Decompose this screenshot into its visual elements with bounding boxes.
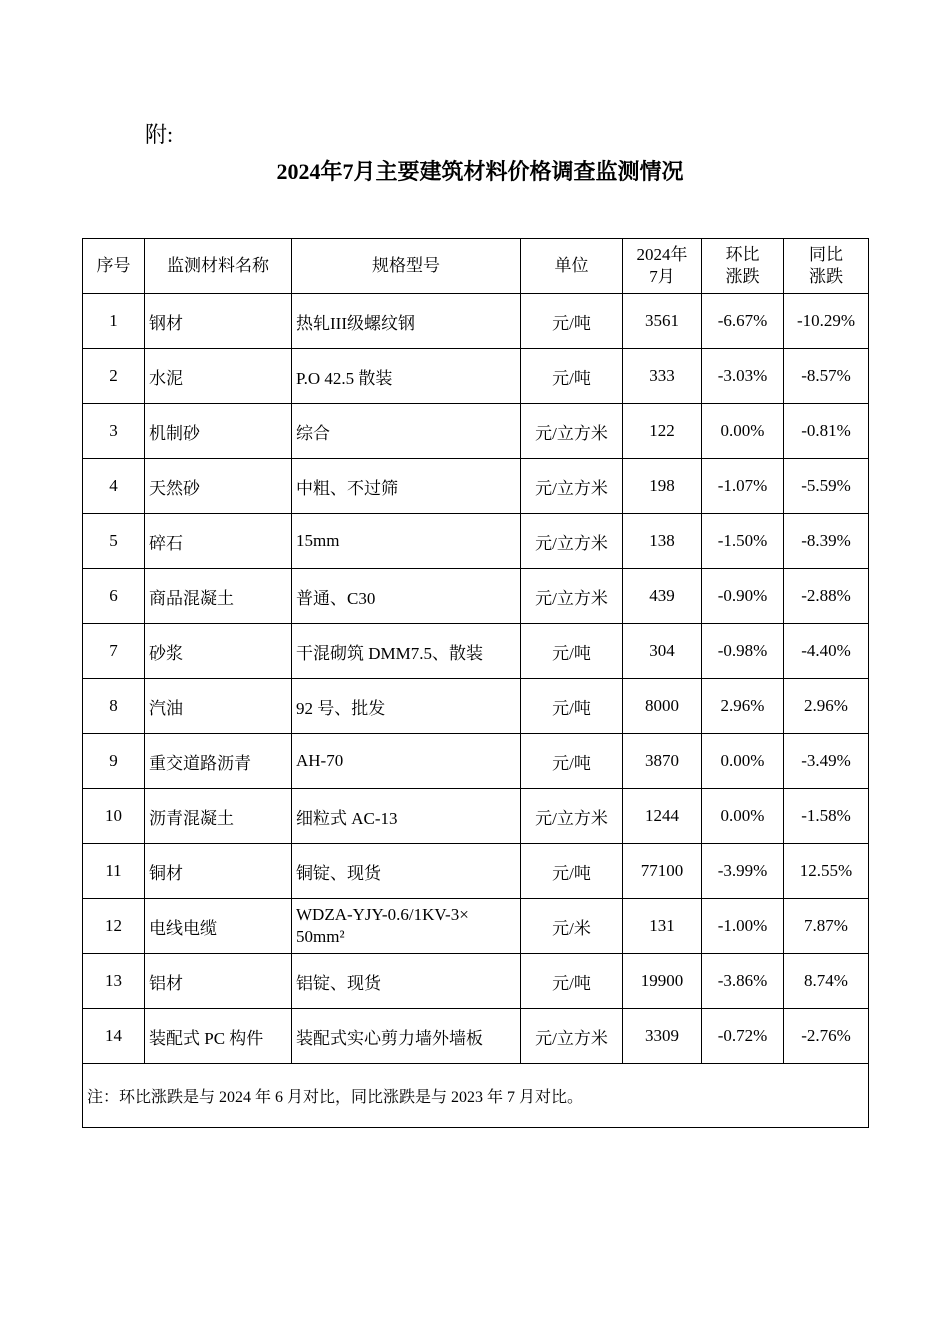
cell-spec: 装配式实心剪力墙外墙板 [292, 1009, 521, 1064]
cell-price: 8000 [623, 679, 702, 734]
cell-name: 沥青混凝土 [145, 789, 292, 844]
header-yoy [784, 239, 869, 294]
header-mom-line2: 涨跌 [725, 267, 760, 286]
table-row [83, 954, 869, 1009]
cell-spec: 热轧III级螺纹钢 [292, 294, 521, 349]
table-row [83, 349, 869, 404]
cell-name: 碎石 [145, 514, 292, 569]
cell-name: 汽油 [145, 679, 292, 734]
cell-spec: 中粗、不过筛 [292, 459, 521, 514]
cell-name: 天然砂 [145, 459, 292, 514]
cell-unit: 元/吨 [521, 679, 623, 734]
cell-yoy: -8.39% [784, 514, 869, 569]
cell-mom: -0.72% [702, 1009, 784, 1064]
cell-spec-line2: 50mm² [296, 927, 345, 946]
cell-spec-line1: WDZA-YJY-0.6/1KV-3× [296, 905, 469, 924]
cell-yoy: -2.76% [784, 1009, 869, 1064]
header-price-line2: 7月 [649, 267, 675, 286]
cell-spec: 铜锭、现货 [292, 844, 521, 899]
cell-index: 9 [83, 734, 145, 789]
cell-name: 铝材 [145, 954, 292, 1009]
cell-mom: -3.86% [702, 954, 784, 1009]
header-name: 监测材料名称 [145, 239, 292, 294]
table-row [83, 459, 869, 514]
cell-yoy: -4.40% [784, 624, 869, 679]
cell-unit: 元/立方米 [521, 1009, 623, 1064]
cell-price: 1244 [623, 789, 702, 844]
cell-name: 电线电缆 [145, 899, 292, 954]
cell-unit: 元/吨 [521, 624, 623, 679]
cell-price: 3870 [623, 734, 702, 789]
header-yoy-line1: 同比 [809, 245, 843, 264]
cell-price: 19900 [623, 954, 702, 1009]
cell-yoy: -5.59% [784, 459, 869, 514]
table-note-row [83, 1064, 869, 1128]
table-note: 注：环比涨跌是与 2024 年 6 月对比，同比涨跌是与 2023 年 7 月对比。 [83, 1064, 869, 1128]
cell-yoy: -2.88% [784, 569, 869, 624]
cell-unit: 元/吨 [521, 954, 623, 1009]
cell-name: 机制砂 [145, 404, 292, 459]
cell-yoy: 7.87% [784, 899, 869, 954]
cell-unit: 元/吨 [521, 294, 623, 349]
cell-unit: 元/吨 [521, 844, 623, 899]
cell-mom: -3.99% [702, 844, 784, 899]
cell-index: 5 [83, 514, 145, 569]
table-header-row [83, 239, 869, 294]
table-row [83, 679, 869, 734]
cell-unit: 元/立方米 [521, 459, 623, 514]
cell-unit: 元/立方米 [521, 514, 623, 569]
cell-mom: -1.00% [702, 899, 784, 954]
cell-spec: 普通、C30 [292, 569, 521, 624]
cell-mom: -6.67% [702, 294, 784, 349]
cell-name: 装配式 PC 构件 [145, 1009, 292, 1064]
header-index: 序号 [83, 239, 145, 294]
header-price [623, 239, 702, 294]
cell-index: 11 [83, 844, 145, 899]
cell-unit: 元/立方米 [521, 789, 623, 844]
cell-spec: 15mm [292, 514, 521, 569]
cell-unit: 元/吨 [521, 734, 623, 789]
cell-index: 1 [83, 294, 145, 349]
cell-name: 水泥 [145, 349, 292, 404]
cell-name: 钢材 [145, 294, 292, 349]
cell-mom: -1.07% [702, 459, 784, 514]
cell-yoy: 12.55% [784, 844, 869, 899]
cell-price: 3309 [623, 1009, 702, 1064]
cell-spec: AH-70 [292, 734, 521, 789]
cell-mom: 0.00% [702, 734, 784, 789]
cell-name: 商品混凝土 [145, 569, 292, 624]
cell-index: 7 [83, 624, 145, 679]
cell-price: 198 [623, 459, 702, 514]
cell-yoy: -10.29% [784, 294, 869, 349]
cell-mom: 0.00% [702, 789, 784, 844]
cell-spec: 铝锭、现货 [292, 954, 521, 1009]
cell-price: 304 [623, 624, 702, 679]
cell-index: 3 [83, 404, 145, 459]
cell-yoy: 2.96% [784, 679, 869, 734]
cell-yoy: 8.74% [784, 954, 869, 1009]
cell-name: 铜材 [145, 844, 292, 899]
cell-price: 439 [623, 569, 702, 624]
header-price-line1: 2024年 [636, 245, 688, 264]
cell-yoy: -0.81% [784, 404, 869, 459]
cell-unit: 元/立方米 [521, 404, 623, 459]
appendix-label: 附: [145, 122, 174, 147]
cell-price: 333 [623, 349, 702, 404]
cell-price: 3561 [623, 294, 702, 349]
cell-index: 8 [83, 679, 145, 734]
cell-index: 4 [83, 459, 145, 514]
table-row [83, 789, 869, 844]
cell-unit: 元/米 [521, 899, 623, 954]
cell-index: 2 [83, 349, 145, 404]
cell-name: 砂浆 [145, 624, 292, 679]
cell-spec: 干混砌筑 DMM7.5、散装 [292, 624, 521, 679]
table-row [83, 404, 869, 459]
cell-index: 6 [83, 569, 145, 624]
header-mom [702, 239, 784, 294]
cell-name: 重交道路沥青 [145, 734, 292, 789]
cell-spec: 92 号、批发 [292, 679, 521, 734]
cell-mom: -1.50% [702, 514, 784, 569]
cell-price: 77100 [623, 844, 702, 899]
table-row [83, 899, 869, 954]
table-row [83, 569, 869, 624]
cell-spec: P.O 42.5 散装 [292, 349, 521, 404]
cell-yoy: -3.49% [784, 734, 869, 789]
table-row [83, 844, 869, 899]
table-row [83, 294, 869, 349]
table-row [83, 624, 869, 679]
cell-index: 13 [83, 954, 145, 1009]
cell-mom: -0.90% [702, 569, 784, 624]
cell-price: 131 [623, 899, 702, 954]
cell-price: 138 [623, 514, 702, 569]
cell-spec [292, 899, 521, 954]
cell-mom: -3.03% [702, 349, 784, 404]
table-row [83, 734, 869, 789]
cell-mom: -0.98% [702, 624, 784, 679]
document-title: 2024年7月主要建筑材料价格调查监测情况 [276, 159, 684, 184]
cell-yoy: -1.58% [784, 789, 869, 844]
header-spec: 规格型号 [292, 239, 521, 294]
cell-price: 122 [623, 404, 702, 459]
cell-yoy: -8.57% [784, 349, 869, 404]
price-table [82, 238, 869, 1128]
header-unit: 单位 [521, 239, 623, 294]
table-row [83, 1009, 869, 1064]
cell-mom: 2.96% [702, 679, 784, 734]
cell-mom: 0.00% [702, 404, 784, 459]
cell-index: 14 [83, 1009, 145, 1064]
cell-spec: 细粒式 AC-13 [292, 789, 521, 844]
cell-index: 10 [83, 789, 145, 844]
cell-spec: 综合 [292, 404, 521, 459]
table-row [83, 514, 869, 569]
cell-index: 12 [83, 899, 145, 954]
header-yoy-line2: 涨跌 [809, 267, 843, 286]
header-mom-line1: 环比 [725, 245, 760, 264]
cell-unit: 元/立方米 [521, 569, 623, 624]
cell-unit: 元/吨 [521, 349, 623, 404]
